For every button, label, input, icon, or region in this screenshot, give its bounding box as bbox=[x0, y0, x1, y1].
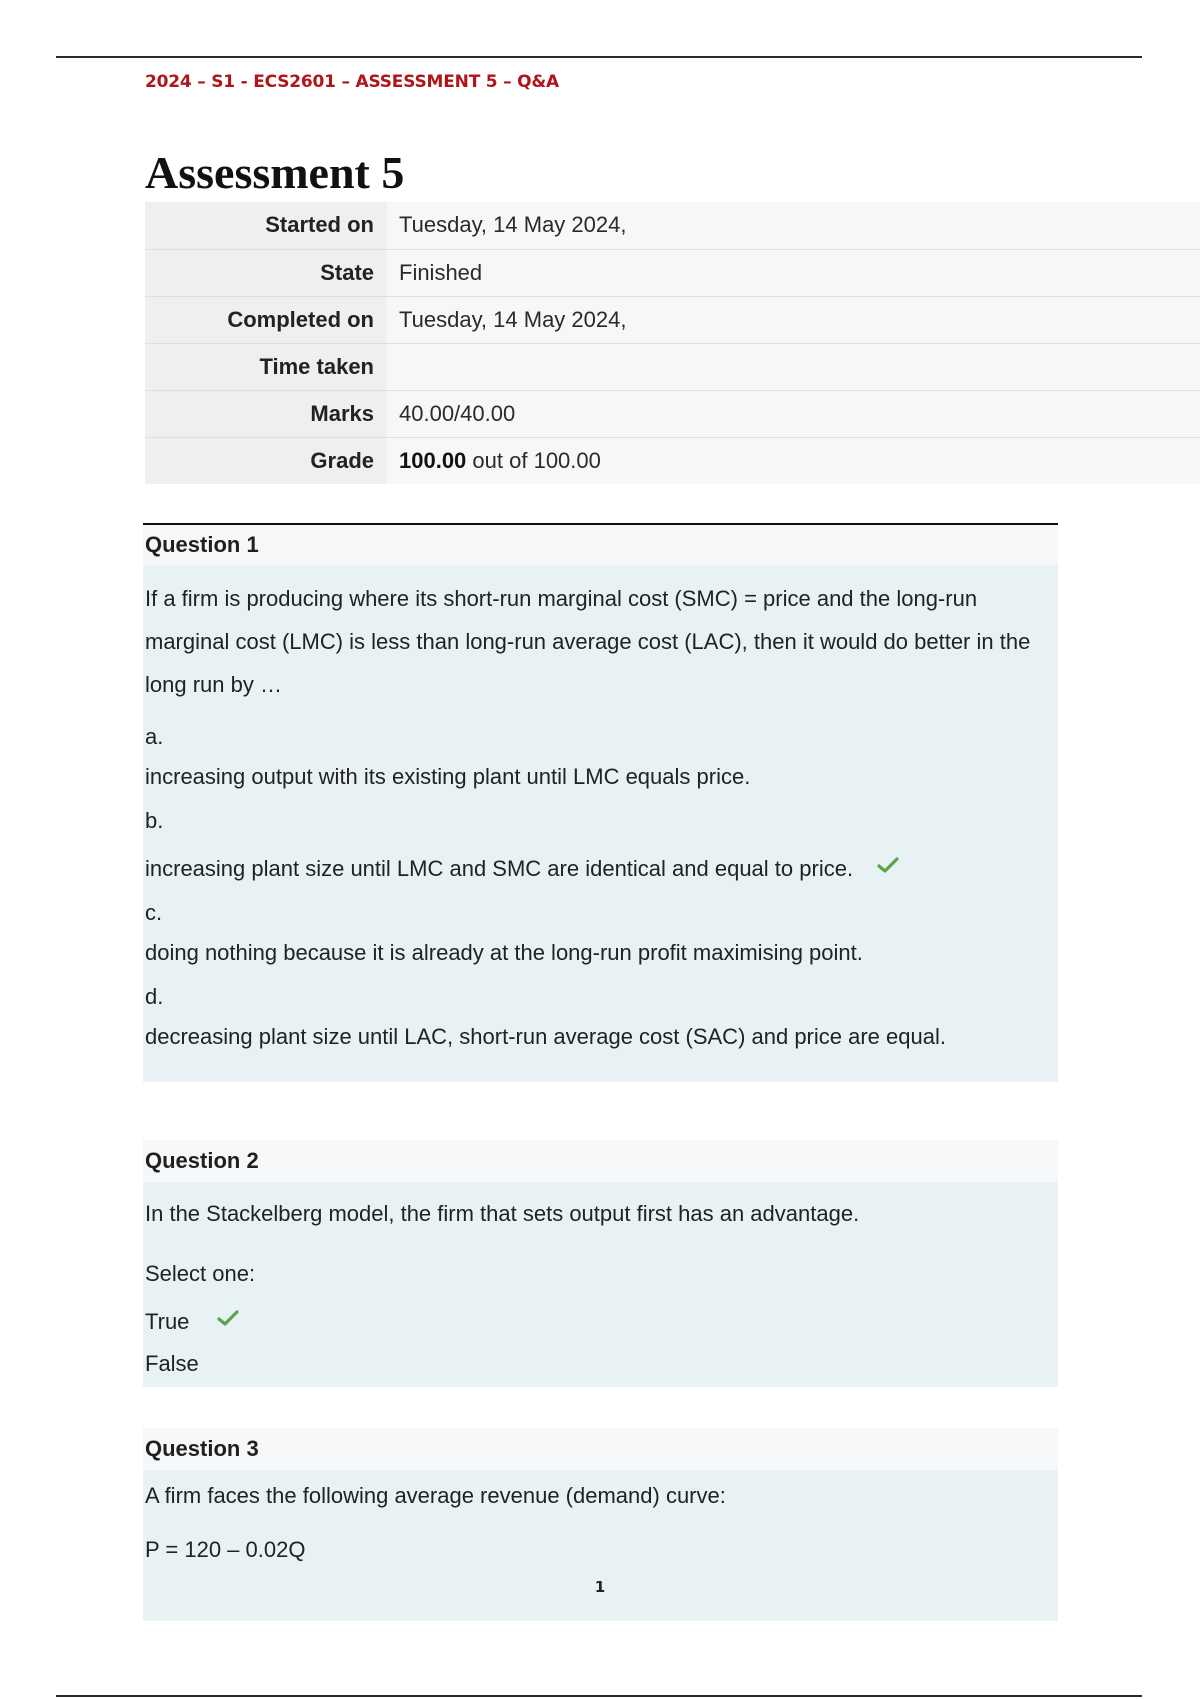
question-text: A firm faces the following average revenue (demand) curve: bbox=[145, 1483, 726, 1508]
question-heading: Question 3 bbox=[143, 1428, 1058, 1470]
summary-value: 40.00/40.00 bbox=[387, 390, 1200, 437]
summary-label: Time taken bbox=[145, 343, 387, 390]
grade-out-of: out of 100.00 bbox=[472, 447, 601, 473]
grade-score: 100.00 bbox=[399, 447, 467, 473]
option-text-b: increasing plant size until LMC and SMC are identical and equal to price. bbox=[145, 854, 1048, 882]
choice-false: False bbox=[145, 1351, 199, 1376]
option-letter-a: a. bbox=[145, 724, 164, 749]
option-letter-b: b. bbox=[145, 808, 164, 833]
option-text-d: decreasing plant size until LAC, short-run average cost (SAC) and price are equal. bbox=[145, 1024, 946, 1049]
summary-value bbox=[387, 437, 1200, 484]
summary-value: Finished bbox=[387, 249, 1200, 296]
check-icon bbox=[217, 1307, 239, 1325]
question-body bbox=[143, 1470, 1058, 1621]
summary-row-completed bbox=[145, 296, 1200, 343]
check-icon bbox=[877, 854, 899, 872]
summary-label: Completed on bbox=[145, 296, 387, 343]
question-heading: Question 2 bbox=[143, 1140, 1058, 1182]
question-body bbox=[143, 1182, 1058, 1387]
page-number: 1 bbox=[594, 1578, 606, 1596]
page-title: Assessment 5 bbox=[145, 147, 405, 198]
bottom-rule bbox=[56, 1695, 1142, 1697]
summary-row-grade bbox=[145, 437, 1200, 484]
option-letter-c: c. bbox=[145, 900, 163, 925]
summary-label: Grade bbox=[145, 437, 387, 484]
summary-row-time-taken bbox=[145, 343, 1200, 390]
question-text: If a firm is producing where its short-run marginal cost (SMC) = price and the long-run marginal cost (LMC) is less than long-run average cost (LAC), then it would do better in the long run by … bbox=[145, 586, 1031, 697]
summary-row-started bbox=[145, 202, 1200, 249]
summary-value bbox=[387, 343, 1200, 390]
choice-true: True bbox=[145, 1307, 1048, 1335]
attempt-summary-table bbox=[145, 202, 1200, 484]
question-heading: Question 1 bbox=[143, 523, 1058, 565]
course-header: 2024 – S1 - ECS2601 – ASSESSMENT 5 – Q&A bbox=[145, 72, 560, 92]
option-letter-d: d. bbox=[145, 984, 164, 1009]
summary-value: Tuesday, 14 May 2024, bbox=[387, 296, 1200, 343]
option-text-c: doing nothing because it is already at the long-run profit maximising point. bbox=[145, 940, 863, 965]
option-text-a: increasing output with its existing plant until LMC equals price. bbox=[145, 764, 751, 789]
summary-label: Started on bbox=[145, 202, 387, 249]
top-rule bbox=[56, 56, 1142, 58]
summary-row-marks bbox=[145, 390, 1200, 437]
summary-label: State bbox=[145, 249, 387, 296]
select-prompt: Select one: bbox=[145, 1261, 256, 1286]
question-body bbox=[143, 565, 1058, 1082]
summary-value: Tuesday, 14 May 2024, bbox=[387, 202, 1200, 249]
summary-row-state bbox=[145, 249, 1200, 296]
summary-label: Marks bbox=[145, 390, 387, 437]
demand-formula: P = 120 – 0.02Q bbox=[145, 1537, 306, 1562]
question-2 bbox=[143, 1140, 1058, 1387]
question-1 bbox=[143, 523, 1058, 1082]
question-text: In the Stackelberg model, the firm that sets output first has an advantage. bbox=[145, 1201, 860, 1226]
